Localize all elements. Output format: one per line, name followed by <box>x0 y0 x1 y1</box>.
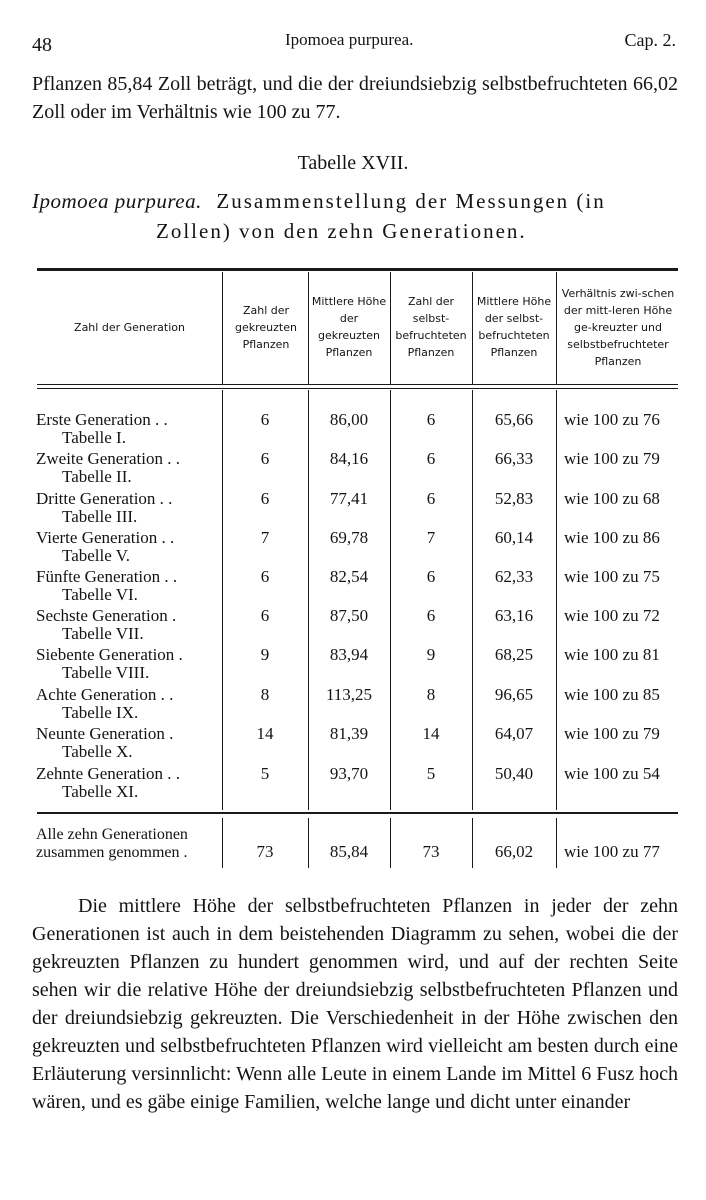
caption-line-2: Zollen) von den zehn Generationen. <box>156 219 527 243</box>
row-generation: Siebente Generation . <box>36 645 183 664</box>
row-generation: Vierte Generation . . <box>36 528 175 547</box>
cell-crossed-height: 77,41 <box>329 489 369 508</box>
col-header-crossed-count: Zahl der gekreuzten Pflanzen <box>235 303 297 351</box>
cell-crossed-count: 6 <box>260 449 270 468</box>
total-rule <box>37 812 678 814</box>
cell-self-count: 5 <box>426 764 436 783</box>
total-crossed-count: 73 <box>256 842 274 861</box>
row-generation: Dritte Generation . . <box>36 489 173 508</box>
cell-ratio: wie 100 zu 79 <box>564 449 660 468</box>
total-self-height: 66,02 <box>494 842 534 861</box>
cell-self-count: 9 <box>426 645 436 664</box>
cell-crossed-height: 113,25 <box>325 685 373 704</box>
row-table-ref: Tabelle IX. <box>62 703 139 722</box>
page-number: 48 <box>32 34 52 56</box>
cell-crossed-height: 82,54 <box>329 567 369 586</box>
cell-self-height: 62,33 <box>494 567 534 586</box>
cell-self-height: 60,14 <box>494 528 534 547</box>
cell-ratio: wie 100 zu 75 <box>564 567 660 586</box>
col-header-crossed-height: Mittlere Höhe der gekreuzten Pflanzen <box>311 295 387 359</box>
column-divider <box>556 272 557 384</box>
total-label-line-1: Alle zehn Generationen <box>36 826 188 843</box>
cell-self-count: 14 <box>422 724 440 743</box>
column-divider <box>390 272 391 384</box>
cell-crossed-height: 86,00 <box>329 410 369 429</box>
row-table-ref: Tabelle X. <box>62 742 133 761</box>
cell-ratio: wie 100 zu 72 <box>564 606 660 625</box>
cell-self-count: 6 <box>426 606 436 625</box>
cell-self-count: 6 <box>426 567 436 586</box>
total-ratio: wie 100 zu 77 <box>564 842 660 861</box>
col-header-self-height: Mittlere Höhe der selbst-befruchteten Pflanzen <box>476 295 552 359</box>
running-header <box>32 30 676 56</box>
row-table-ref: Tabelle XI. <box>62 782 139 801</box>
table-caption <box>32 186 678 246</box>
cell-crossed-height: 81,39 <box>329 724 369 743</box>
cell-crossed-height: 87,50 <box>329 606 369 625</box>
cell-self-count: 6 <box>426 449 436 468</box>
table-top-rule <box>37 268 678 271</box>
header-rule-2 <box>37 388 678 389</box>
total-self-count: 73 <box>422 842 440 861</box>
cell-self-count: 6 <box>426 410 436 429</box>
cell-self-height: 64,07 <box>494 724 534 743</box>
cell-self-height: 66,33 <box>494 449 534 468</box>
cell-crossed-count: 6 <box>260 567 270 586</box>
row-table-ref: Tabelle VI. <box>62 585 138 604</box>
cell-crossed-height: 69,78 <box>329 528 369 547</box>
row-table-ref: Tabelle V. <box>62 546 131 565</box>
row-table-ref: Tabelle VIII. <box>62 663 150 682</box>
column-divider <box>308 272 309 384</box>
col-header-generation: Zahl der Generation <box>74 320 185 334</box>
cell-ratio: wie 100 zu 81 <box>564 645 660 664</box>
table-label: Tabelle XVII. <box>297 152 409 174</box>
cell-crossed-height: 83,94 <box>329 645 369 664</box>
cell-self-count: 7 <box>426 528 436 547</box>
row-table-ref: Tabelle VII. <box>62 624 144 643</box>
row-table-ref: Tabelle I. <box>62 428 126 447</box>
cell-self-height: 65,66 <box>494 410 534 429</box>
column-divider <box>222 272 223 384</box>
col-header-self-count: Zahl der selbst-befruchteten Pflanzen <box>395 295 467 359</box>
caption-line-1: Zusammenstellung der Messungen (in <box>216 189 606 213</box>
cell-ratio: wie 100 zu 68 <box>564 489 660 508</box>
cell-self-count: 8 <box>426 685 436 704</box>
row-table-ref: Tabelle III. <box>62 507 138 526</box>
row-generation: Fünfte Generation . . <box>36 567 178 586</box>
chapter-label: Cap. 2. <box>624 30 676 50</box>
cell-crossed-count: 8 <box>260 685 270 704</box>
cell-crossed-count: 6 <box>260 489 270 508</box>
row-generation: Neunte Generation . <box>36 724 174 743</box>
row-generation: Erste Generation . . <box>36 410 168 429</box>
intro-paragraph: Pflanzen 85,84 Zoll beträgt, und die der dreiundsiebzig selbstbefruchteten 66,02 Zoll oder im Verhältnis wie 100 zu 77. <box>32 73 678 123</box>
header-rule-1 <box>37 384 678 385</box>
row-generation: Achte Generation . . <box>36 685 174 704</box>
cell-crossed-count: 9 <box>260 645 270 664</box>
cell-crossed-count: 7 <box>260 528 270 547</box>
column-divider <box>472 272 473 384</box>
cell-crossed-height: 93,70 <box>329 764 369 783</box>
cell-crossed-count: 14 <box>256 724 274 743</box>
cell-crossed-height: 84,16 <box>329 449 369 468</box>
row-table-ref: Tabelle II. <box>62 467 132 486</box>
cell-self-height: 63,16 <box>494 606 534 625</box>
row-generation: Zehnte Generation . . <box>36 764 180 783</box>
cell-self-height: 50,40 <box>494 764 534 783</box>
body-paragraph: Die mittlere Höhe der selbstbefruchteten Pflanzen in jeder der zehn Generationen ist auch in dem beistehenden Diagramm zu sehen, wobei die der gekreuzten Pflanzen zu hundert genommen wird, und auf der rechten Seite sehen wir die relative Höhe der dreiundsiebzig selbstbefruchteten Pflanzen und der dreiundsiebzig gekreuzten. Die Verschiedenheit in der Höhe zwischen den gekreuzten und selbstbefruchteten Pflanzen wird vielleicht am besten durch eine Erläuterung versinnlicht: Wenn alle Leute in einem Lande im Mittel 6 Fusz hoch wären, und es gäbe einige Familien, welche lange und dicht unter einander <box>32 895 678 1113</box>
cell-ratio: wie 100 zu 85 <box>564 685 660 704</box>
row-generation: Zweite Generation . . <box>36 449 180 468</box>
row-generation: Sechste Generation . <box>36 606 177 625</box>
cell-crossed-count: 6 <box>260 606 270 625</box>
cell-ratio: wie 100 zu 76 <box>564 410 660 429</box>
running-title: Ipomoea purpurea. <box>285 30 414 49</box>
cell-self-height: 96,65 <box>494 685 534 704</box>
caption-species: Ipomoea purpurea. <box>32 189 202 213</box>
cell-crossed-count: 5 <box>260 764 270 783</box>
cell-ratio: wie 100 zu 86 <box>564 528 660 547</box>
total-crossed-height: 85,84 <box>329 842 369 861</box>
cell-ratio: wie 100 zu 54 <box>564 764 660 783</box>
cell-self-count: 6 <box>426 489 436 508</box>
cell-self-height: 68,25 <box>494 645 534 664</box>
total-label-line-2: zusammen genommen . <box>36 844 188 861</box>
cell-crossed-count: 6 <box>260 410 270 429</box>
cell-self-height: 52,83 <box>494 489 534 508</box>
cell-ratio: wie 100 zu 79 <box>564 724 660 743</box>
col-header-ratio: Verhältnis zwi-schen der mitt-leren Höhe ge-kreuzter und selbstbefruchteter Pflanzen <box>561 286 675 368</box>
